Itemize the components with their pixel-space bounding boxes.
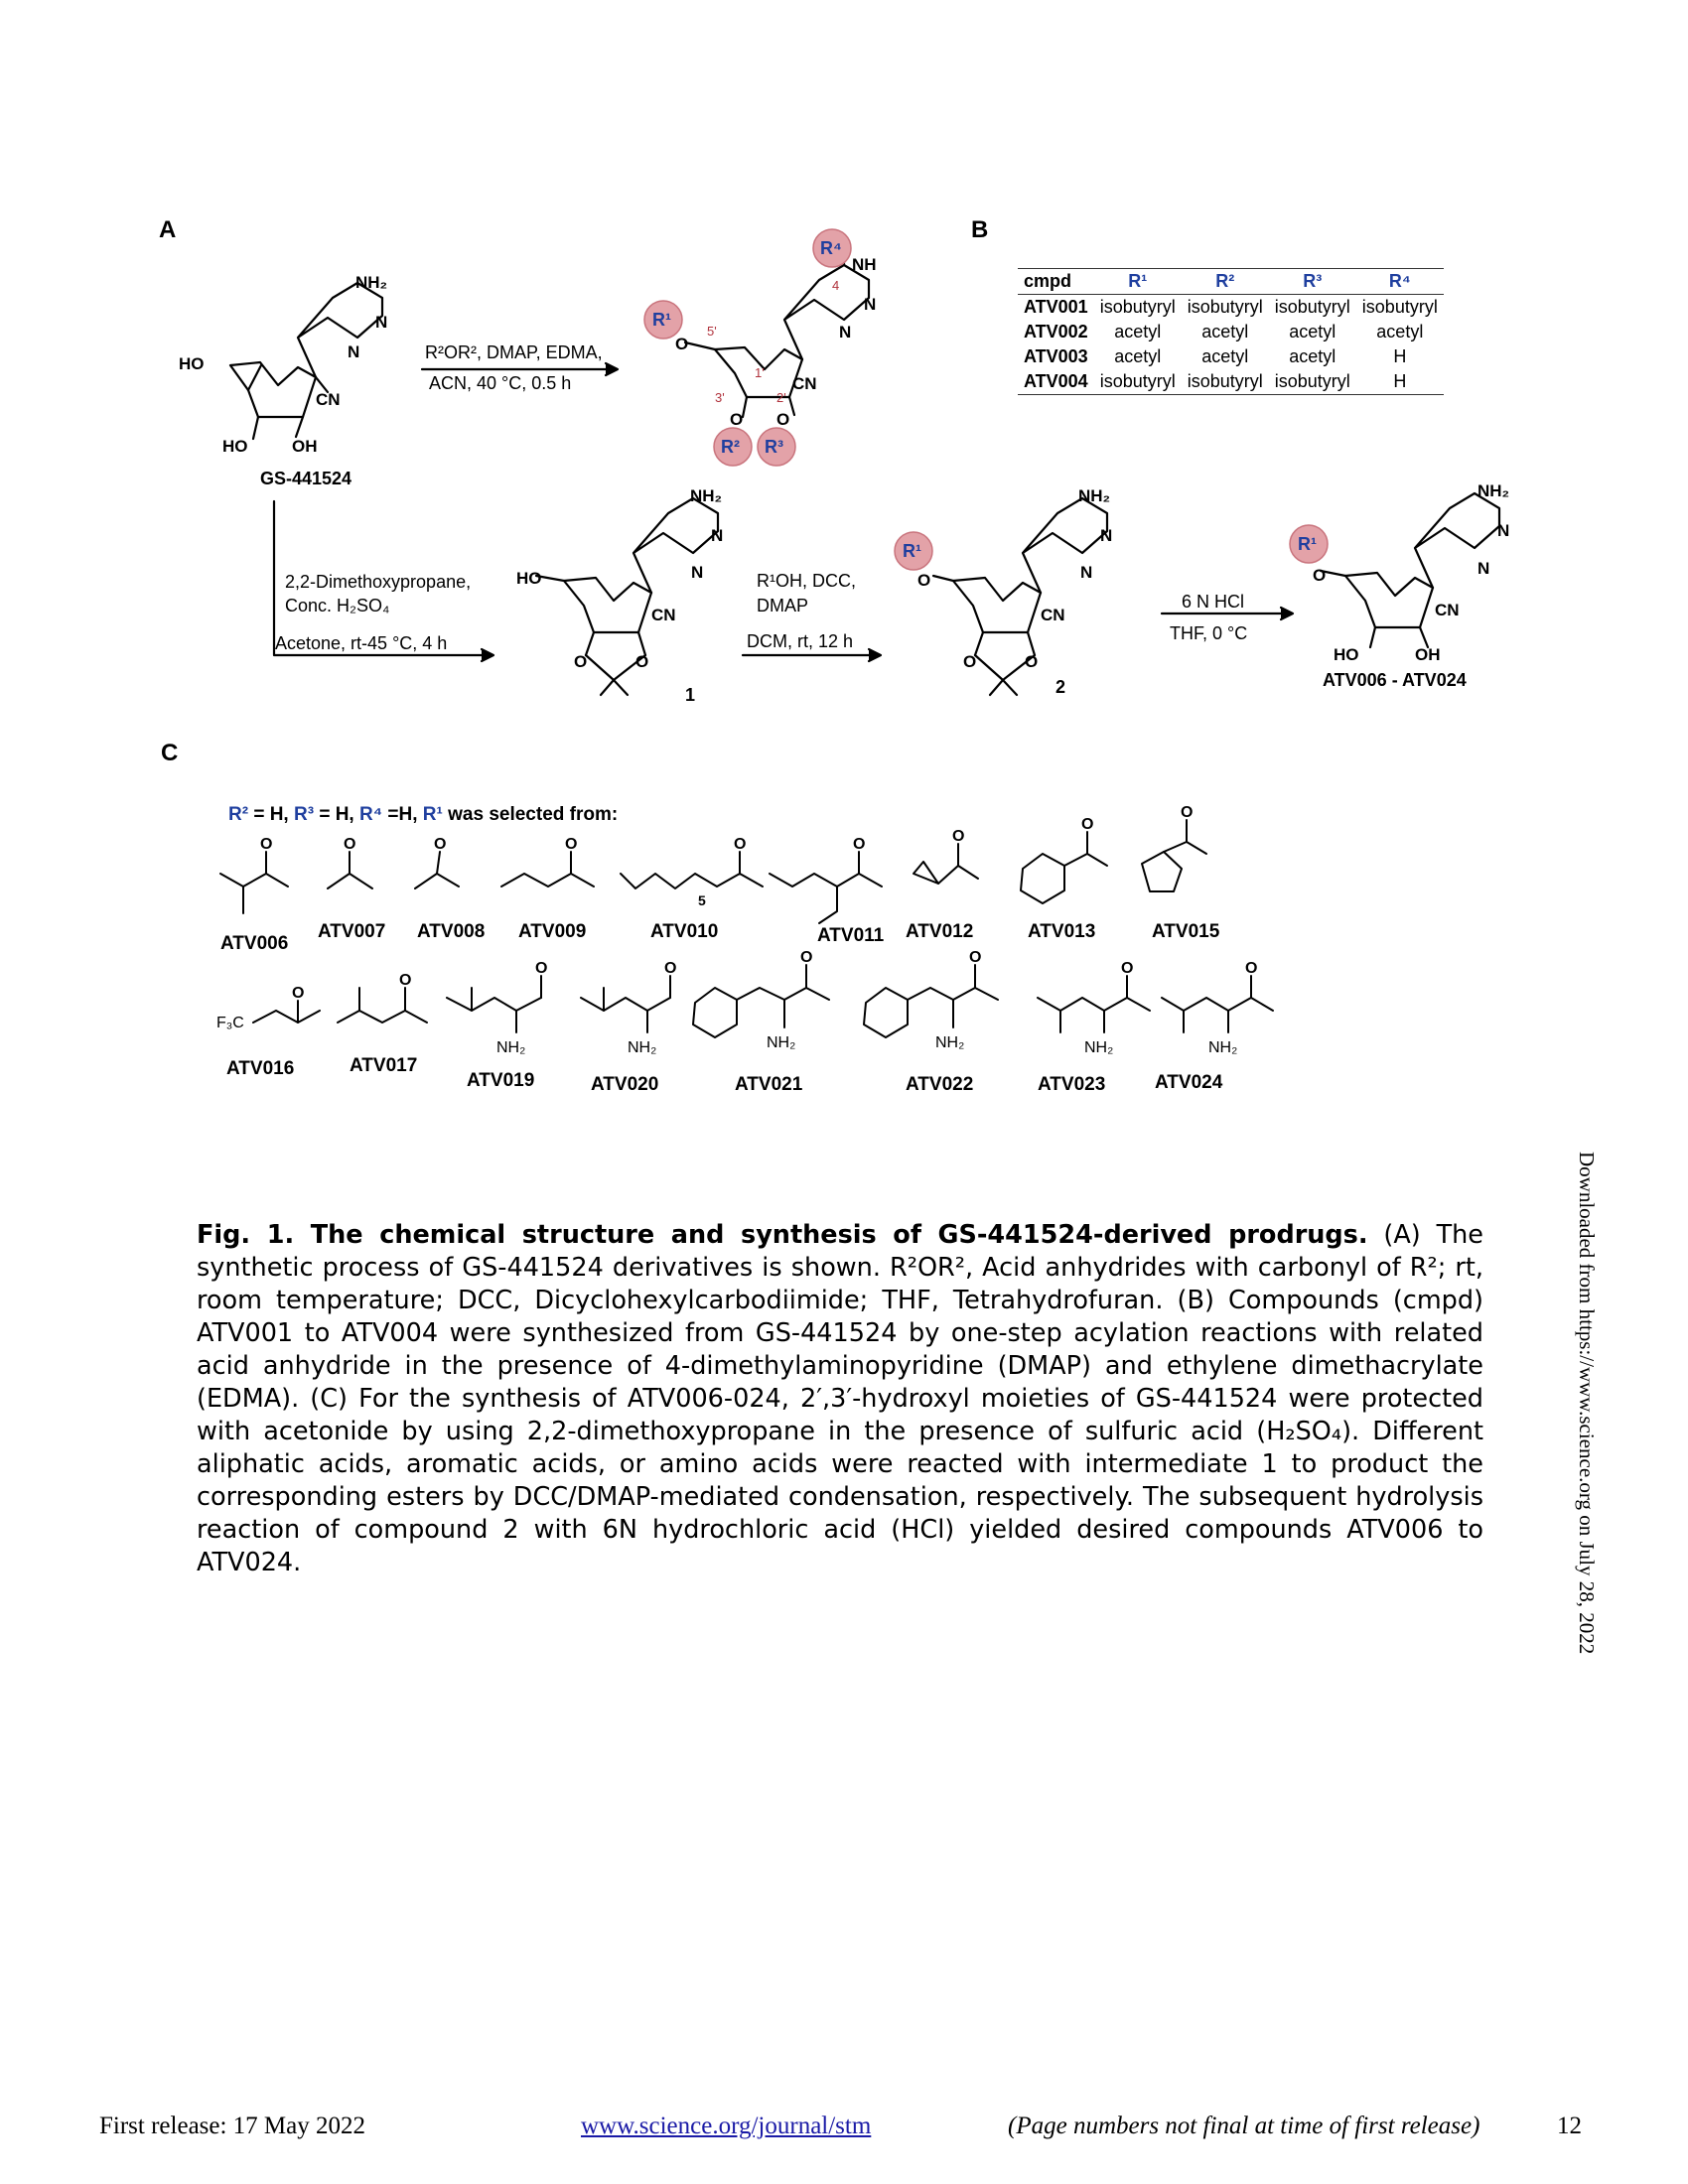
svg-text:HO: HO — [179, 354, 205, 373]
table-cell: H — [1393, 346, 1407, 366]
svg-text:O: O — [952, 828, 965, 845]
atv-label: ATV008 — [417, 921, 486, 942]
step3-reagents-2: DMAP — [757, 596, 809, 615]
atv-label: ATV023 — [1038, 1074, 1106, 1095]
svg-text:O: O — [800, 949, 813, 966]
svg-text:NH₂: NH₂ — [628, 1039, 657, 1056]
svg-text:O: O — [292, 985, 305, 1002]
atv-label: ATV007 — [318, 921, 386, 942]
table-cell: ATV001 — [1024, 297, 1088, 317]
table-cell: acetyl — [1289, 322, 1336, 341]
table-cell: isobutyryl — [1094, 369, 1182, 395]
atv-label: ATV006 — [220, 933, 289, 954]
svg-text:N: N — [839, 323, 852, 341]
r1-label-product: R¹ — [1298, 534, 1317, 554]
atv-label: ATV017 — [350, 1055, 418, 1076]
panel-letter-c: C — [161, 740, 179, 766]
svg-text:5': 5' — [707, 324, 717, 339]
svg-text:O: O — [1121, 960, 1134, 977]
caption-body: (A) The synthetic process of GS-441524 derivatives is shown. R²OR², Acid anhydrides with carbonyl of R²; rt, room temperature; DCC, Dicyclohexylcarbodiimide; THF, Tetrahydrofuran. (B) Compounds (cmpd) ATV001 to ATV004 were synthesized from GS-441524 by one-step acylation reactions with related acid anhydride in the presence of 4-dimethylaminopyridine (DMAP) and ethylene dimethacrylate (EDMA). (C) For the synthesis of ATV006-024, 2′,3′-hydroxyl moieties of GS-441524 were protected with acetonide by using 2,2-dimethoxypropane in the presence of sulfuric acid (H₂SO₄). Different aliphatic acids, aromatic acids, or amino acids were reacted with intermediate 1 to product the corresponding esters by DCC/DMAP-mediated condensation, respectively. The subsequent hydrolysis reaction of compound 2 with 6N hydrochloric acid (HCl) yielded desired compounds ATV006 to ATV024. — [197, 1220, 1483, 1577]
svg-text:NH₂: NH₂ — [690, 486, 723, 505]
atv-label: ATV015 — [1152, 921, 1220, 942]
svg-text:O: O — [917, 571, 931, 590]
svg-text:O: O — [675, 335, 689, 353]
footer-release: First release: 17 May 2022 — [99, 2113, 366, 2139]
table-cell: acetyl — [1114, 346, 1162, 366]
svg-text:O: O — [734, 836, 747, 853]
svg-text:HO: HO — [222, 437, 248, 456]
step1-conditions: ACN, 40 °C, 0.5 h — [429, 373, 572, 393]
atv-label: ATV009 — [518, 921, 587, 942]
svg-text:N: N — [691, 563, 704, 582]
table-cell: ATV004 — [1018, 369, 1094, 395]
svg-text:CN: CN — [651, 606, 676, 624]
atv-label: ATV013 — [1028, 921, 1096, 942]
table-header: R³ — [1269, 269, 1356, 295]
product-label: ATV006 - ATV024 — [1323, 670, 1467, 690]
svg-text:O: O — [853, 836, 866, 853]
intermediate-1-label: 1 — [685, 685, 696, 705]
svg-text:CN: CN — [792, 374, 817, 393]
svg-text:NH₂: NH₂ — [1477, 481, 1510, 500]
svg-text:O: O — [730, 410, 744, 429]
table-cell: acetyl — [1376, 322, 1424, 341]
svg-text:N: N — [1497, 521, 1510, 540]
panel-c-heading: R² = H, R³ = H, R⁴ =H, R¹ was selected from: — [228, 804, 619, 825]
svg-text:CN: CN — [1435, 601, 1460, 619]
svg-text:OH: OH — [1415, 645, 1441, 664]
intermediate-2-label: 2 — [1055, 677, 1066, 697]
svg-text:OH: OH — [292, 437, 318, 456]
panel-letter-a: A — [159, 216, 177, 243]
svg-text:NH₂: NH₂ — [935, 1034, 965, 1051]
svg-text:HO: HO — [1334, 645, 1359, 664]
svg-text:NH₂: NH₂ — [355, 273, 388, 292]
atv-label: ATV020 — [591, 1074, 659, 1095]
step3-conditions: DCM, rt, 12 h — [747, 631, 854, 651]
footer-note: (Page numbers not final at time of first release) — [1008, 2113, 1480, 2139]
svg-text:O: O — [664, 960, 677, 977]
svg-text:NH: NH — [852, 255, 877, 274]
svg-text:N: N — [1477, 559, 1490, 578]
svg-text:O: O — [1313, 566, 1327, 585]
figure-caption — [197, 1219, 1483, 1579]
table-cell: isobutyryl — [1274, 297, 1350, 317]
svg-text:N: N — [711, 526, 724, 545]
step4-conditions: THF, 0 °C — [1170, 623, 1248, 643]
table-cell: ATV002 — [1024, 322, 1088, 341]
step2-conditions: Acetone, rt-45 °C, 4 h — [275, 633, 448, 653]
svg-text:N: N — [375, 313, 388, 332]
svg-text:NH₂: NH₂ — [496, 1039, 526, 1056]
caption-title: Fig. 1. The chemical structure and synthesis of GS-441524-derived prodrugs. — [197, 1220, 1368, 1250]
svg-text:CN: CN — [316, 390, 341, 409]
svg-text:O: O — [565, 836, 578, 853]
r4-label-general: R⁴ — [820, 238, 842, 258]
svg-text:5: 5 — [698, 892, 706, 908]
svg-text:O: O — [1245, 960, 1258, 977]
svg-text:NH₂: NH₂ — [767, 1034, 796, 1051]
svg-text:O: O — [1181, 804, 1194, 821]
svg-text:1': 1' — [755, 365, 765, 380]
svg-text:O: O — [963, 652, 977, 671]
atv-label: ATV024 — [1155, 1072, 1223, 1093]
svg-text:N: N — [1080, 563, 1093, 582]
svg-text:N: N — [864, 295, 877, 314]
atv-label: ATV022 — [906, 1074, 974, 1095]
atv-label: ATV019 — [467, 1070, 535, 1091]
table-cell: H — [1356, 369, 1444, 395]
table-header: R² — [1182, 269, 1269, 295]
svg-text:HO: HO — [516, 569, 542, 588]
table-cell: acetyl — [1201, 322, 1249, 341]
svg-text:O: O — [776, 410, 790, 429]
svg-text:F₃C: F₃C — [216, 1015, 244, 1031]
table-cell: isobutyryl — [1099, 297, 1176, 317]
svg-text:NH₂: NH₂ — [1078, 486, 1111, 505]
svg-text:N: N — [1100, 526, 1113, 545]
svg-text:O: O — [1025, 652, 1039, 671]
svg-text:O: O — [260, 836, 273, 853]
svg-text:O: O — [574, 652, 588, 671]
svg-text:O: O — [344, 836, 356, 853]
step4-reagents: 6 N HCl — [1182, 592, 1245, 612]
table-cell: isobutyryl — [1182, 369, 1269, 395]
step1-reagents: R²OR², DMAP, EDMA, — [425, 342, 603, 362]
table-header: cmpd — [1018, 269, 1094, 295]
page-number: 12 — [1557, 2113, 1582, 2139]
atv-label: ATV021 — [735, 1074, 803, 1095]
step2-reagents-1: 2,2-Dimethoxypropane, — [285, 572, 472, 592]
step3-reagents-1: R¹OH, DCC, — [757, 571, 856, 591]
svg-text:O: O — [969, 949, 982, 966]
table-cell: acetyl — [1201, 346, 1249, 366]
svg-text:O: O — [635, 652, 649, 671]
svg-text:O: O — [434, 836, 447, 853]
table-cell: ATV003 — [1024, 346, 1088, 366]
svg-text:NH₂: NH₂ — [1208, 1039, 1238, 1056]
r1-label-int2: R¹ — [903, 541, 921, 561]
table-cell: acetyl — [1114, 322, 1162, 341]
svg-text:O: O — [1081, 816, 1094, 833]
table-cell: isobutyryl — [1269, 369, 1356, 395]
download-note: Downloaded from https://www.science.org on July 28, 2022 — [1575, 1152, 1599, 1655]
svg-text:NH₂: NH₂ — [1084, 1039, 1114, 1056]
table-cell: acetyl — [1289, 346, 1336, 366]
table-header: R¹ — [1094, 269, 1182, 295]
r2-label-general: R² — [721, 437, 740, 457]
svg-text:CN: CN — [1041, 606, 1065, 624]
r3-label-general: R³ — [765, 437, 783, 457]
step2-reagents-2: Conc. H₂SO₄ — [285, 596, 390, 615]
atv-label: ATV010 — [650, 921, 719, 942]
svg-text:3': 3' — [715, 390, 725, 405]
svg-text:4: 4 — [832, 278, 840, 293]
table-header: R⁴ — [1356, 269, 1444, 295]
footer-journal-link[interactable]: www.science.org/journal/stm — [581, 2113, 872, 2139]
svg-text:O: O — [535, 960, 548, 977]
atv-label: ATV012 — [906, 921, 974, 942]
svg-text:N: N — [348, 342, 360, 361]
r1-label-general: R¹ — [652, 310, 671, 330]
svg-text:2': 2' — [776, 390, 786, 405]
table-cell: isobutyryl — [1361, 297, 1438, 317]
atv-label: ATV011 — [817, 925, 885, 946]
panel-letter-b: B — [971, 216, 989, 243]
svg-text:O: O — [399, 972, 412, 989]
gs-441524-label: GS-441524 — [260, 469, 352, 488]
atv-label: ATV016 — [226, 1058, 295, 1079]
table-cell: isobutyryl — [1187, 297, 1263, 317]
